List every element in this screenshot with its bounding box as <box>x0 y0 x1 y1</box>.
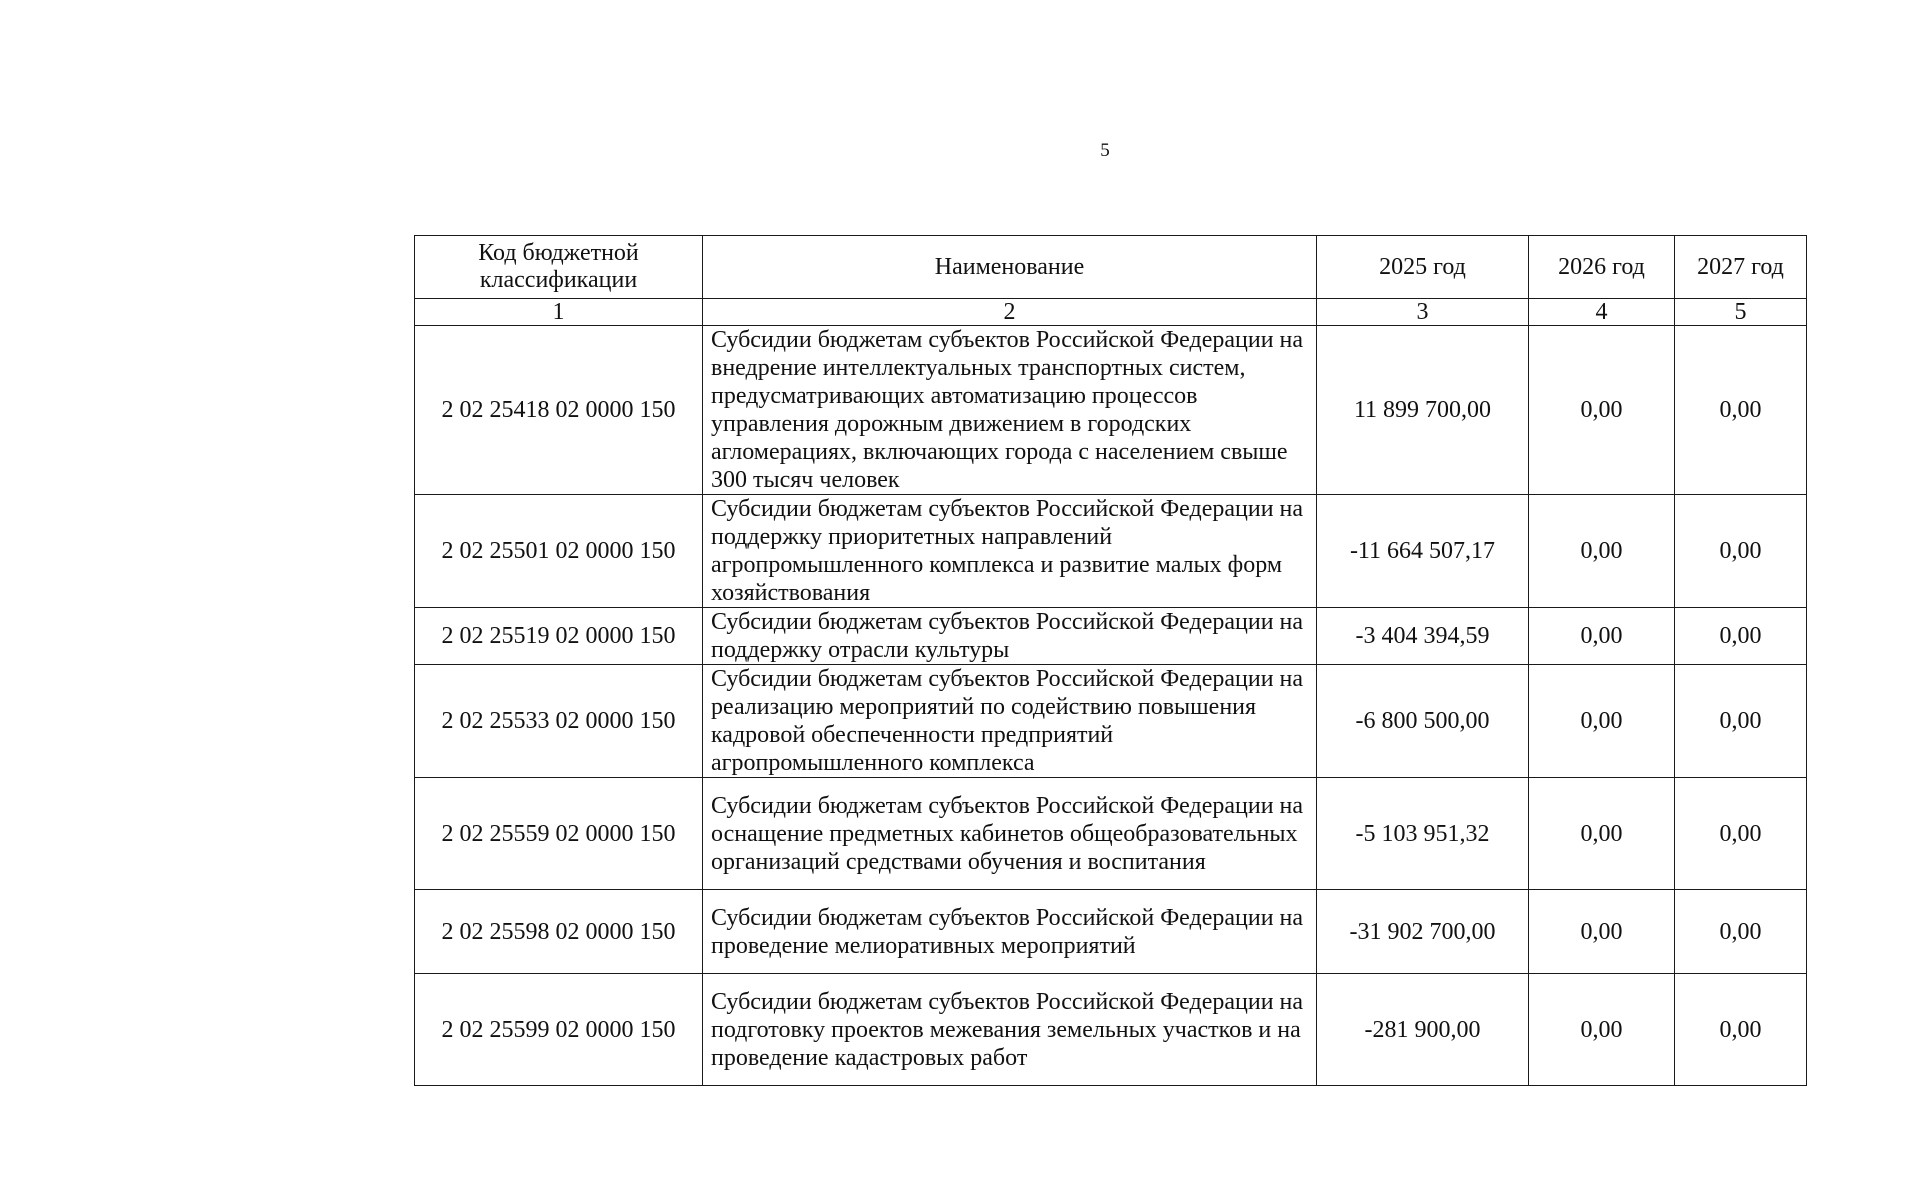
cell-2027: 0,00 <box>1675 608 1807 665</box>
table-row <box>415 974 1807 1086</box>
page-number: 5 <box>1100 140 1110 161</box>
cell-name: Субсидии бюджетам субъектов Российской Федерации на внедрение интеллектуальных транспортных систем, предусматривающих автоматизацию процессов управления дорожным движением в городских агломерациях, включающих города с населением свыше 300 тысяч человек <box>703 326 1317 495</box>
table-row <box>415 778 1807 890</box>
header-code: Код бюджетной классификации <box>415 236 703 299</box>
cell-2027: 0,00 <box>1675 974 1807 1086</box>
header-2025: 2025 год <box>1317 236 1529 299</box>
budget-table <box>414 235 1807 1086</box>
cell-2025: -6 800 500,00 <box>1317 665 1529 778</box>
cell-name: Субсидии бюджетам субъектов Российской Федерации на оснащение предметных кабинетов общеобразовательных организаций средствами обучения и воспитания <box>703 778 1317 890</box>
cell-code: 2 02 25501 02 0000 150 <box>415 495 703 608</box>
column-number-row <box>415 299 1807 326</box>
cell-code: 2 02 25519 02 0000 150 <box>415 608 703 665</box>
cell-2027: 0,00 <box>1675 890 1807 974</box>
cell-2026: 0,00 <box>1529 778 1675 890</box>
cell-2027: 0,00 <box>1675 778 1807 890</box>
column-number: 1 <box>415 299 703 326</box>
cell-name: Субсидии бюджетам субъектов Российской Федерации на проведение мелиоративных мероприятий <box>703 890 1317 974</box>
cell-code: 2 02 25418 02 0000 150 <box>415 326 703 495</box>
column-number: 3 <box>1317 299 1529 326</box>
cell-2027: 0,00 <box>1675 326 1807 495</box>
table-row <box>415 665 1807 778</box>
cell-2025: -281 900,00 <box>1317 974 1529 1086</box>
column-number: 5 <box>1675 299 1807 326</box>
table-row <box>415 890 1807 974</box>
cell-2027: 0,00 <box>1675 665 1807 778</box>
header-2027: 2027 год <box>1675 236 1807 299</box>
cell-2026: 0,00 <box>1529 890 1675 974</box>
table-row <box>415 608 1807 665</box>
cell-name: Субсидии бюджетам субъектов Российской Федерации на поддержку отрасли культуры <box>703 608 1317 665</box>
cell-2025: -3 404 394,59 <box>1317 608 1529 665</box>
cell-2025: -31 902 700,00 <box>1317 890 1529 974</box>
header-row <box>415 236 1807 299</box>
cell-2026: 0,00 <box>1529 326 1675 495</box>
cell-2027: 0,00 <box>1675 495 1807 608</box>
cell-2025: 11 899 700,00 <box>1317 326 1529 495</box>
cell-code: 2 02 25559 02 0000 150 <box>415 778 703 890</box>
cell-2025: -5 103 951,32 <box>1317 778 1529 890</box>
cell-2026: 0,00 <box>1529 495 1675 608</box>
cell-name: Субсидии бюджетам субъектов Российской Федерации на реализацию мероприятий по содействию повышения кадровой обеспеченности предприятий агропромышленного комплекса <box>703 665 1317 778</box>
header-2026: 2026 год <box>1529 236 1675 299</box>
header-name: Наименование <box>703 236 1317 299</box>
cell-2025: -11 664 507,17 <box>1317 495 1529 608</box>
column-number: 2 <box>703 299 1317 326</box>
cell-code: 2 02 25598 02 0000 150 <box>415 890 703 974</box>
cell-code: 2 02 25533 02 0000 150 <box>415 665 703 778</box>
table-row <box>415 326 1807 495</box>
cell-code: 2 02 25599 02 0000 150 <box>415 974 703 1086</box>
table-row <box>415 495 1807 608</box>
column-number: 4 <box>1529 299 1675 326</box>
cell-2026: 0,00 <box>1529 974 1675 1086</box>
cell-2026: 0,00 <box>1529 665 1675 778</box>
cell-name: Субсидии бюджетам субъектов Российской Федерации на поддержку приоритетных направлений агропромышленного комплекса и развитие малых форм хозяйствования <box>703 495 1317 608</box>
cell-name: Субсидии бюджетам субъектов Российской Федерации на подготовку проектов межевания земельных участков и на проведение кадастровых работ <box>703 974 1317 1086</box>
cell-2026: 0,00 <box>1529 608 1675 665</box>
